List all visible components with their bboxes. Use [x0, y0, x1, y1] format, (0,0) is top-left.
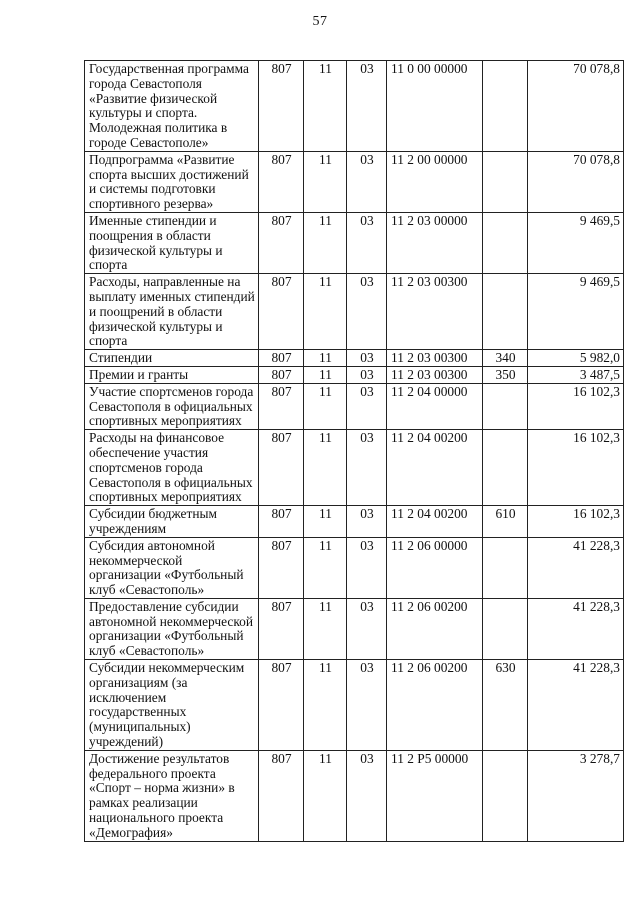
cell-expense-type-code: 610: [483, 506, 528, 538]
cell-department-code: 807: [259, 750, 304, 841]
cell-amount: 3 278,7: [528, 750, 624, 841]
cell-section-code: 11: [304, 660, 347, 751]
cell-name: Достижение результатов федерального проекта «Спорт – норма жизни» в рамках реализации национального проекта «Демография»: [85, 750, 259, 841]
cell-department-code: 807: [259, 430, 304, 506]
cell-target-article-code: 11 2 06 00200: [387, 598, 483, 659]
cell-section-code: 11: [304, 598, 347, 659]
cell-subsection-code: 03: [347, 366, 387, 383]
cell-expense-type-code: 340: [483, 350, 528, 367]
cell-subsection-code: 03: [347, 506, 387, 538]
cell-department-code: 807: [259, 660, 304, 751]
table-row: [85, 274, 624, 350]
cell-amount: 9 469,5: [528, 274, 624, 350]
cell-expense-type-code: [483, 151, 528, 212]
cell-subsection-code: 03: [347, 350, 387, 367]
cell-target-article-code: 11 2 03 00000: [387, 212, 483, 273]
cell-section-code: 11: [304, 750, 347, 841]
cell-amount: 41 228,3: [528, 660, 624, 751]
cell-subsection-code: 03: [347, 598, 387, 659]
cell-amount: 5 982,0: [528, 350, 624, 367]
table-row: [85, 537, 624, 598]
cell-expense-type-code: [483, 750, 528, 841]
table-row: [85, 350, 624, 367]
table-row: [85, 383, 624, 429]
cell-expense-type-code: [483, 537, 528, 598]
cell-subsection-code: 03: [347, 537, 387, 598]
cell-expense-type-code: [483, 274, 528, 350]
budget-table-body: [85, 61, 624, 842]
cell-name: Государственная программа города Севастополя «Развитие физической культуры и спорта. Молодежная политика в городе Севастополе»: [85, 61, 259, 152]
cell-section-code: 11: [304, 212, 347, 273]
cell-department-code: 807: [259, 61, 304, 152]
cell-target-article-code: 11 2 03 00300: [387, 366, 483, 383]
cell-name: Субсидии некоммерческим организациям (за исключением государственных (муниципальных) учреждений): [85, 660, 259, 751]
cell-name: Подпрограмма «Развитие спорта высших достижений и системы подготовки спортивного резерва»: [85, 151, 259, 212]
cell-subsection-code: 03: [347, 430, 387, 506]
cell-expense-type-code: 350: [483, 366, 528, 383]
cell-amount: 70 078,8: [528, 151, 624, 212]
cell-section-code: 11: [304, 506, 347, 538]
cell-name: Расходы, направленные на выплату именных стипендий и поощрений в области физической культуры и спорта: [85, 274, 259, 350]
cell-expense-type-code: [483, 212, 528, 273]
cell-section-code: 11: [304, 383, 347, 429]
cell-subsection-code: 03: [347, 660, 387, 751]
cell-target-article-code: 11 2 04 00200: [387, 430, 483, 506]
cell-expense-type-code: [483, 61, 528, 152]
cell-name: Именные стипендии и поощрения в области физической культуры и спорта: [85, 212, 259, 273]
cell-amount: 9 469,5: [528, 212, 624, 273]
cell-target-article-code: 11 2 04 00000: [387, 383, 483, 429]
cell-section-code: 11: [304, 151, 347, 212]
cell-section-code: 11: [304, 537, 347, 598]
cell-expense-type-code: [483, 430, 528, 506]
cell-department-code: 807: [259, 383, 304, 429]
table-row: [85, 61, 624, 152]
table-row: [85, 366, 624, 383]
cell-department-code: 807: [259, 212, 304, 273]
cell-subsection-code: 03: [347, 383, 387, 429]
cell-target-article-code: 11 2 03 00300: [387, 350, 483, 367]
cell-department-code: 807: [259, 151, 304, 212]
cell-department-code: 807: [259, 506, 304, 538]
cell-subsection-code: 03: [347, 212, 387, 273]
cell-section-code: 11: [304, 274, 347, 350]
cell-name: Участие спортсменов города Севастополя в официальных спортивных мероприятиях: [85, 383, 259, 429]
table-row: [85, 151, 624, 212]
cell-target-article-code: 11 2 03 00300: [387, 274, 483, 350]
cell-department-code: 807: [259, 366, 304, 383]
table-row: [85, 212, 624, 273]
cell-target-article-code: 11 2 04 00200: [387, 506, 483, 538]
cell-target-article-code: 11 2 06 00000: [387, 537, 483, 598]
cell-amount: 70 078,8: [528, 61, 624, 152]
page-number: 57: [312, 14, 328, 29]
cell-name: Стипендии: [85, 350, 259, 367]
cell-expense-type-code: 630: [483, 660, 528, 751]
cell-name: Субсидия автономной некоммерческой организации «Футбольный клуб «Севастополь»: [85, 537, 259, 598]
cell-amount: 3 487,5: [528, 366, 624, 383]
table-row: [85, 506, 624, 538]
cell-section-code: 11: [304, 366, 347, 383]
cell-amount: 16 102,3: [528, 430, 624, 506]
cell-name: Премии и гранты: [85, 366, 259, 383]
table-row: [85, 660, 624, 751]
cell-amount: 16 102,3: [528, 383, 624, 429]
cell-name: Расходы на финансовое обеспечение участия спортсменов города Севастополя в официальных спортивных мероприятиях: [85, 430, 259, 506]
cell-section-code: 11: [304, 430, 347, 506]
cell-name: Субсидии бюджетным учреждениям: [85, 506, 259, 538]
cell-subsection-code: 03: [347, 750, 387, 841]
table-row: [85, 430, 624, 506]
cell-target-article-code: 11 2 06 00200: [387, 660, 483, 751]
cell-target-article-code: 11 2 P5 00000: [387, 750, 483, 841]
cell-subsection-code: 03: [347, 151, 387, 212]
cell-section-code: 11: [304, 61, 347, 152]
budget-table: [84, 60, 624, 842]
cell-department-code: 807: [259, 274, 304, 350]
cell-department-code: 807: [259, 537, 304, 598]
cell-subsection-code: 03: [347, 274, 387, 350]
cell-amount: 41 228,3: [528, 537, 624, 598]
cell-target-article-code: 11 0 00 00000: [387, 61, 483, 152]
cell-department-code: 807: [259, 350, 304, 367]
table-row: [85, 598, 624, 659]
cell-name: Предоставление субсидии автономной некоммерческой организации «Футбольный клуб «Севастополь»: [85, 598, 259, 659]
table-row: [85, 750, 624, 841]
cell-section-code: 11: [304, 350, 347, 367]
cell-department-code: 807: [259, 598, 304, 659]
cell-amount: 41 228,3: [528, 598, 624, 659]
cell-amount: 16 102,3: [528, 506, 624, 538]
cell-subsection-code: 03: [347, 61, 387, 152]
cell-expense-type-code: [483, 598, 528, 659]
cell-target-article-code: 11 2 00 00000: [387, 151, 483, 212]
cell-expense-type-code: [483, 383, 528, 429]
